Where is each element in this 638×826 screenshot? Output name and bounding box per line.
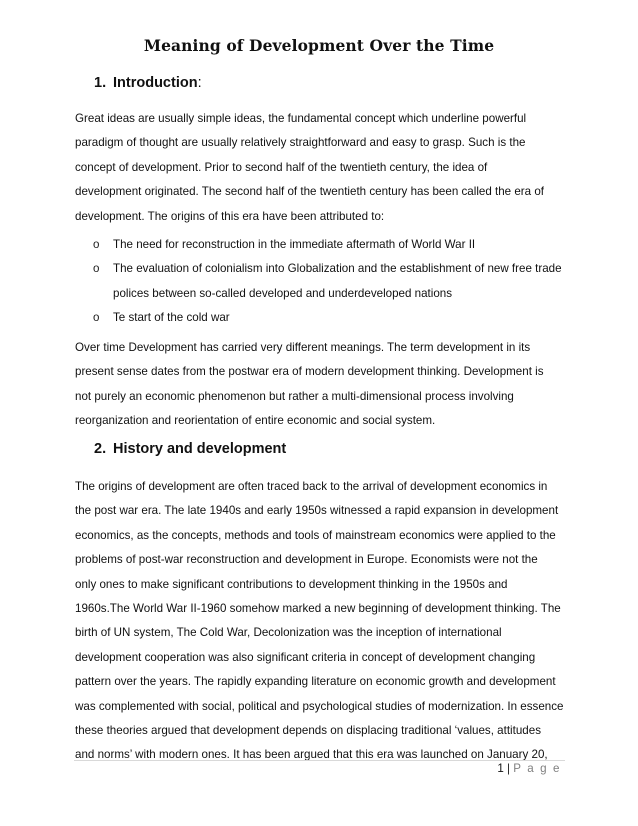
section-2-title: History and development [113,441,287,457]
paragraph-line: Over time Development has carried very different meanings. The term development in its [75,341,531,354]
paragraph-line: the post war era. The late 1940s and early 1950s witnessed a rapid expansion in development [75,504,559,518]
paragraph-line: birth of UN system, The Cold War, Decolonization was the inception of international [75,626,502,640]
section-1-colon: : [197,75,202,91]
paragraph-line: was complemented with social, political and psychological studies of modernization. In essence [75,699,564,713]
list-item-text [113,257,562,306]
paragraph-line: Great ideas are usually simple ideas, the fundamental concept which underline powerful [75,112,527,125]
list-item-line: Te start of the cold war [113,311,230,325]
page-number: 1 [497,762,504,775]
list-item-line: The need for reconstruction in the immediate aftermath of World War II [113,238,476,251]
hollow-bullet-icon: o [93,311,100,325]
paragraph-line: concept of development. Prior to second half of the twentieth century, the idea of [75,160,488,174]
section-1-heading-text-wrap [113,75,202,91]
paragraph-line: only ones to make significant contributions to development thinking in the 1950s and [75,577,508,591]
list-item-line: The evaluation of colonialism into Globalization and the establishment of new free trade [113,262,562,276]
paragraph-line: present sense dates from the postwar era of modern development thinking. Development is [75,365,544,379]
paragraph-line: reorganization and reorientation of entire economic and social system. [75,414,436,428]
footer-divider [74,760,565,761]
section-2-number: 2. [94,441,107,457]
paragraph-line: 1960s.The World War II-1960 somehow marked a new beginning of development thinking. The [75,601,561,615]
paragraph-line: and norms’ with modern ones. It has been argued that this era was launched on January 20, [75,748,548,762]
paragraph-line: these theories argued that development depends on displacing traditional ‘values, attitudes [75,723,541,737]
paragraph-line: economics, as the concepts, methods and tools of mainstream economics were applied to the [75,528,556,542]
intro-paragraph [75,107,567,229]
section-1-title: Introduction [113,75,198,91]
history-paragraph [75,475,567,768]
page-footer [497,762,561,775]
paragraph-line: development. The origins of this era have been attributed to: [75,209,385,223]
footer-separator: | [507,762,511,775]
paragraph-line: not purely an economic phenomenon but rather a multi-dimensional process involving [75,389,514,403]
paragraph-line: problems of post-war reconstruction and development in Europe. Economists were not the [75,553,538,567]
hollow-bullet-icon: o [93,238,100,251]
list-item-text [113,306,230,330]
page-label: P a g e [513,762,561,775]
paragraph-line: development originated. The second half of the twentieth century has been called the era of [75,185,544,199]
paragraph-line: The origins of development are often traced back to the arrival of development economics in [75,480,548,493]
list-item-text [113,233,475,257]
list-item-line: polices between so-called developed and underdeveloped nations [113,286,453,300]
paragraph-line: pattern over the years. The rapidly expanding literature on economic growth and development [75,675,556,689]
development-meaning-paragraph [75,336,567,434]
paragraph-line: development cooperation was also significant criteria in concept of development changing [75,650,536,664]
section-1-number: 1. [94,75,107,91]
hollow-bullet-icon: o [93,262,100,276]
paragraph-line: paradigm of thought are usually relatively straightforward and easy to grasp. Such is the [75,136,526,150]
document-title: Meaning of Development Over the Time [143,36,495,55]
